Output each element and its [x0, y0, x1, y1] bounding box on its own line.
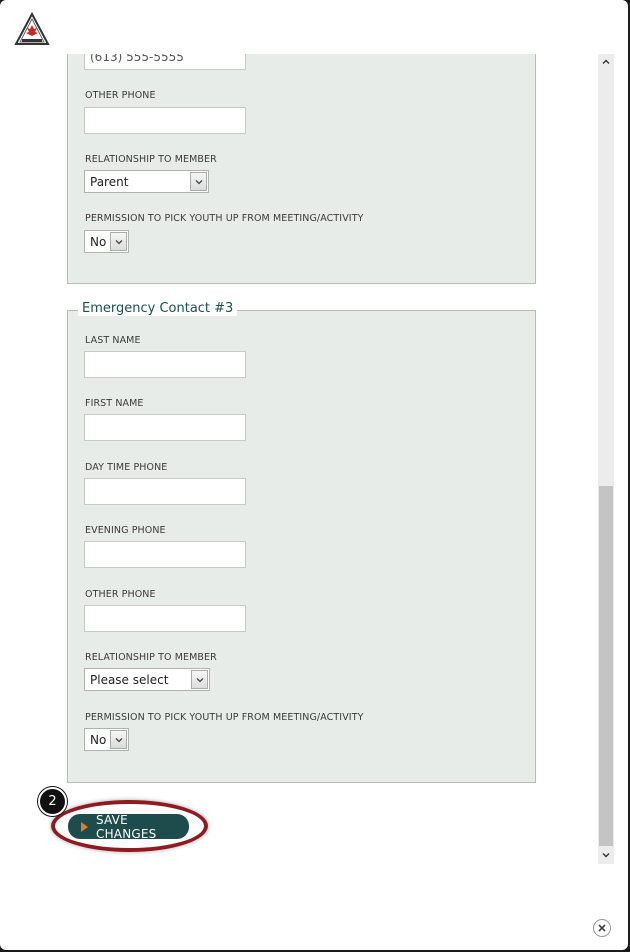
save-changes-label: SAVE CHANGES — [96, 812, 157, 841]
day-phone-label: DAY TIME PHONE — [85, 462, 168, 473]
close-button[interactable] — [593, 919, 611, 937]
scrollbar-thumb[interactable] — [599, 486, 613, 846]
last-name-input[interactable] — [84, 351, 246, 378]
relationship-label: RELATIONSHIP TO MEMBER — [85, 154, 217, 165]
chevron-up-icon[interactable] — [598, 54, 614, 70]
chevron-down-icon[interactable] — [598, 847, 614, 863]
step-badge: 2 — [38, 787, 67, 816]
chevron-down-icon — [191, 670, 208, 689]
chevron-down-icon — [110, 730, 127, 749]
permission-value: No — [90, 732, 107, 747]
form-scroll-area[interactable] — [0, 54, 598, 864]
evening-phone-input[interactable] — [84, 54, 246, 70]
save-changes-button[interactable] — [68, 814, 189, 839]
permission-label: PERMISSION TO PICK YOUTH UP FROM MEETING/ACTIVITY — [85, 712, 364, 723]
first-name-input[interactable] — [84, 414, 246, 441]
permission-select[interactable] — [84, 230, 129, 253]
permission-select[interactable] — [84, 728, 129, 751]
close-icon — [597, 923, 607, 933]
last-name-label: LAST NAME — [85, 335, 141, 346]
play-icon — [81, 822, 88, 832]
relationship-select[interactable] — [84, 170, 209, 193]
other-phone-label: OTHER PHONE — [85, 90, 156, 101]
relationship-label: RELATIONSHIP TO MEMBER — [85, 652, 217, 663]
relationship-value: Parent — [90, 174, 129, 189]
relationship-select[interactable] — [84, 668, 210, 691]
emergency-contact-2-section — [67, 54, 536, 284]
vertical-scrollbar[interactable] — [598, 54, 614, 864]
evening-phone-input[interactable] — [84, 541, 246, 568]
chevron-down-icon — [110, 232, 127, 251]
day-phone-input[interactable] — [84, 478, 246, 505]
evening-phone-label: EVENING PHONE — [85, 525, 166, 536]
other-phone-label: OTHER PHONE — [85, 589, 156, 600]
chevron-down-icon — [190, 172, 207, 191]
relationship-value: Please select — [90, 672, 169, 687]
permission-label: PERMISSION TO PICK YOUTH UP FROM MEETING/ACTIVITY — [85, 213, 364, 224]
other-phone-input[interactable] — [84, 605, 246, 632]
scouts-canada-logo — [14, 12, 50, 48]
first-name-label: FIRST NAME — [85, 398, 144, 409]
section-legend: Emergency Contact #3 — [78, 301, 237, 316]
other-phone-input[interactable] — [84, 107, 246, 134]
permission-value: No — [90, 234, 107, 249]
emergency-contact-3-section — [67, 301, 536, 783]
